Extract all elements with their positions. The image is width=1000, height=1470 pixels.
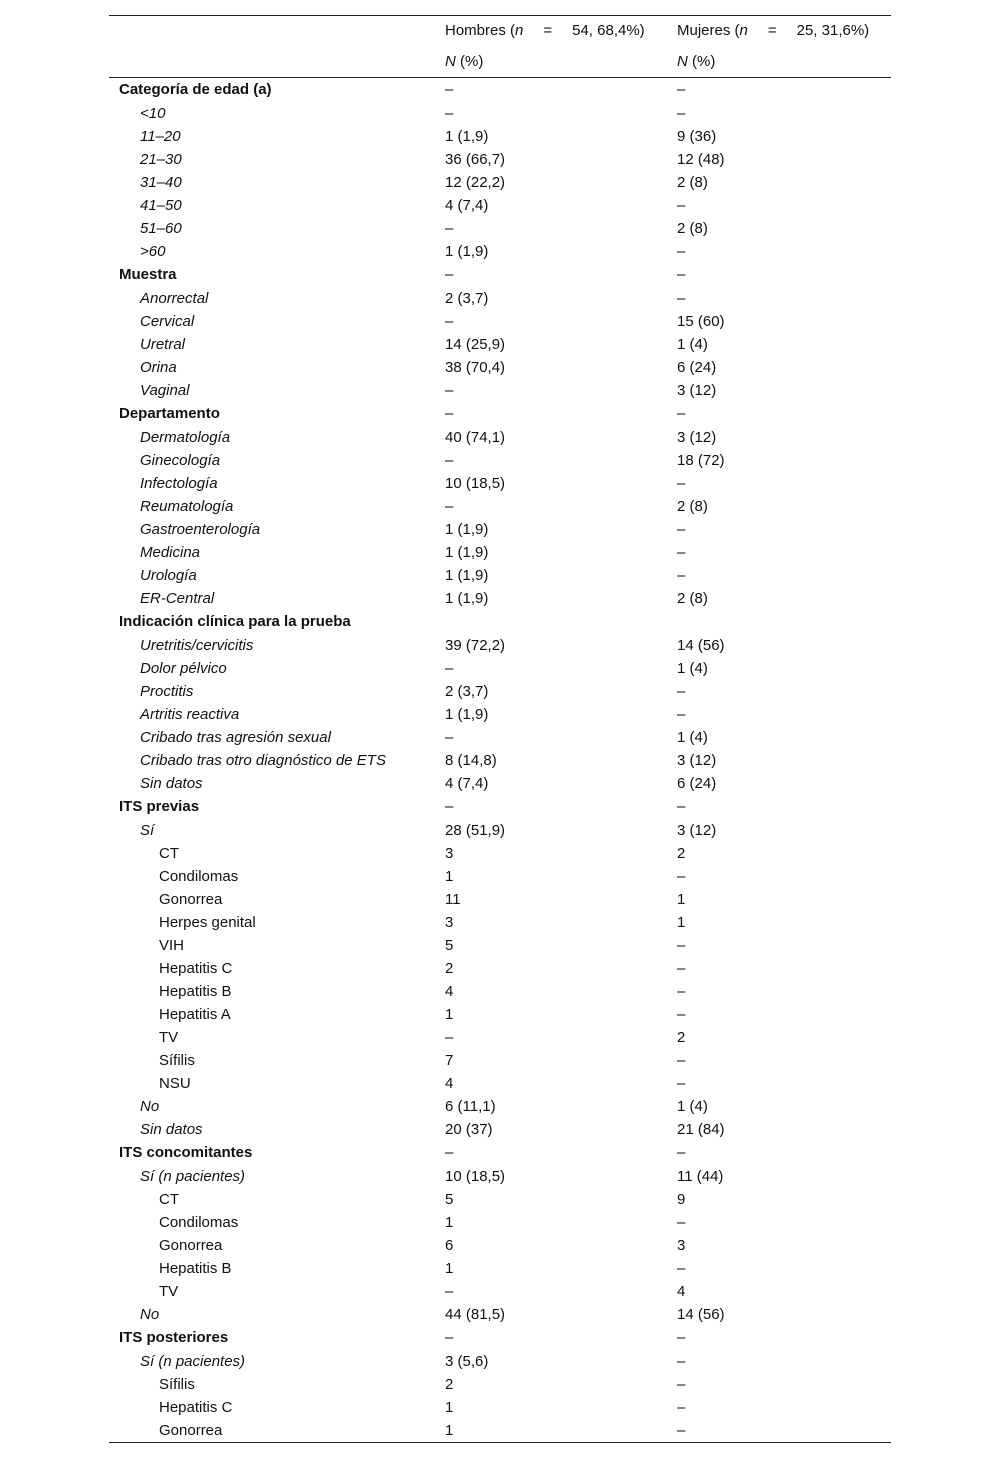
row-label: Orina: [140, 359, 177, 376]
table-row: [109, 171, 891, 194]
row-label: Uretral: [140, 336, 186, 353]
row-label: ITS concomitantes: [119, 1144, 253, 1161]
women-value: 1: [677, 891, 686, 908]
men-value: –: [445, 1029, 454, 1046]
table-row: [109, 333, 891, 356]
row-label: Hepatitis A: [159, 1006, 231, 1023]
row-label: 41–50: [140, 197, 182, 214]
men-value: –: [445, 382, 454, 399]
men-value: 6 (11,1): [445, 1098, 496, 1115]
men-value: –: [445, 81, 454, 98]
women-value: –: [677, 475, 686, 492]
row-label: 31–40: [140, 174, 182, 191]
women-value: 1 (4): [677, 1098, 708, 1115]
men-value: 1: [445, 1260, 454, 1277]
table-row: [109, 1419, 891, 1442]
row-label: Sífilis: [159, 1052, 195, 1069]
row-label: Gonorrea: [159, 1422, 223, 1439]
women-value: –: [677, 1376, 686, 1393]
table-row: [109, 541, 891, 564]
men-value: 14 (25,9): [445, 336, 506, 353]
women-value: –: [677, 1075, 686, 1092]
women-value: –: [677, 1214, 686, 1231]
row-label: 51–60: [140, 220, 182, 237]
women-value: 3 (12): [677, 382, 717, 399]
women-value: 2: [677, 1029, 686, 1046]
section-row: [109, 1141, 891, 1165]
row-label: NSU: [159, 1075, 191, 1092]
section-row: [109, 402, 891, 426]
table-row: [109, 518, 891, 541]
women-value: 2 (8): [677, 590, 708, 607]
data-table: [109, 15, 891, 1443]
header-men: Hombres (n = 54, 68,4%): [445, 22, 645, 39]
header-row-units: [109, 47, 891, 78]
table-row: [109, 1234, 891, 1257]
table-row: [109, 240, 891, 263]
women-value: –: [677, 544, 686, 561]
row-label: VIH: [159, 937, 185, 954]
table-row: [109, 472, 891, 495]
men-value: 5: [445, 937, 454, 954]
row-label: Urología: [140, 567, 197, 584]
row-label: Hepatitis C: [159, 1399, 233, 1416]
row-label: Gonorrea: [159, 1237, 223, 1254]
row-label: Sin datos: [140, 775, 203, 792]
men-value: –: [445, 660, 454, 677]
men-value: 39 (72,2): [445, 637, 506, 654]
women-value: 9: [677, 1191, 686, 1208]
table-row: [109, 980, 891, 1003]
table-row: [109, 726, 891, 749]
table-row: [109, 1049, 891, 1072]
women-value: 11 (44): [677, 1168, 724, 1185]
men-value: 1 (1,9): [445, 128, 489, 145]
women-value: 12 (48): [677, 151, 725, 168]
men-value: 6: [445, 1237, 454, 1254]
women-value: –: [677, 1260, 686, 1277]
row-label: Sin datos: [140, 1121, 203, 1138]
row-label: Artritis reactiva: [140, 706, 240, 723]
row-label: Ginecología: [140, 452, 221, 469]
row-label: Medicina: [140, 544, 201, 561]
table-row: [109, 1095, 891, 1118]
row-label: TV: [159, 1029, 179, 1046]
table-row: [109, 1280, 891, 1303]
table-body: [109, 78, 891, 1442]
women-value: –: [677, 197, 686, 214]
women-value: 2 (8): [677, 220, 708, 237]
men-value: –: [445, 1283, 454, 1300]
row-label: Dolor pélvico: [140, 660, 227, 677]
men-value: 1: [445, 1399, 454, 1416]
men-value: –: [445, 220, 454, 237]
men-value: –: [445, 729, 454, 746]
women-value: –: [677, 798, 686, 815]
table-row: [109, 1350, 891, 1373]
men-value: –: [445, 105, 454, 122]
row-label: Herpes genital: [159, 914, 256, 931]
table-row: [109, 819, 891, 842]
row-label: No: [140, 1306, 160, 1323]
table-row: [109, 426, 891, 449]
table-row: [109, 1257, 891, 1280]
men-value: 10 (18,5): [445, 1168, 506, 1185]
women-value: 2: [677, 845, 686, 862]
men-value: 1: [445, 868, 454, 885]
row-label: Uretritis/cervicitis: [140, 637, 254, 654]
row-label: No: [140, 1098, 160, 1115]
row-label: ITS previas: [119, 798, 200, 815]
women-value: –: [677, 1052, 686, 1069]
men-value: 1 (1,9): [445, 521, 489, 538]
header-men-unit: N (%): [445, 52, 484, 70]
men-value: –: [445, 798, 454, 815]
table-row: [109, 1118, 891, 1141]
men-value: 1 (1,9): [445, 544, 489, 561]
women-value: 3: [677, 1237, 686, 1254]
women-value: 14 (56): [677, 1306, 725, 1323]
row-label: Categoría de edad (a): [119, 81, 272, 98]
women-value: 3 (12): [677, 752, 717, 769]
men-value: 3 (5,6): [445, 1353, 489, 1370]
women-value: 2 (8): [677, 498, 708, 515]
row-label: Hepatitis B: [159, 1260, 232, 1277]
women-value: –: [677, 105, 686, 122]
section-row: [109, 263, 891, 287]
row-label: Sífilis: [159, 1376, 195, 1393]
table-bottom-rule: [109, 1442, 891, 1443]
row-label: <10: [140, 105, 166, 122]
men-value: 1 (1,9): [445, 567, 489, 584]
table-row: [109, 865, 891, 888]
women-value: 3 (12): [677, 429, 717, 446]
row-label: Condilomas: [159, 868, 239, 885]
men-value: –: [445, 498, 454, 515]
women-value: –: [677, 960, 686, 977]
men-value: 2 (3,7): [445, 290, 489, 307]
men-value: 1: [445, 1214, 454, 1231]
row-label: Proctitis: [140, 683, 194, 700]
table-row: [109, 356, 891, 379]
row-label: Sí: [140, 822, 155, 839]
row-label: Cribado tras agresión sexual: [140, 729, 331, 746]
women-value: –: [677, 983, 686, 1000]
women-value: 2 (8): [677, 174, 708, 191]
section-row: [109, 795, 891, 819]
women-value: –: [677, 290, 686, 307]
women-value: –: [677, 81, 686, 98]
header-row-groups: [109, 16, 891, 47]
men-value: –: [445, 266, 454, 283]
table-row: [109, 888, 891, 911]
row-label: Gastroenterología: [140, 521, 261, 538]
women-value: 6 (24): [677, 359, 717, 376]
women-value: 1 (4): [677, 729, 708, 746]
row-label: CT: [159, 1191, 179, 1208]
row-label: Hepatitis C: [159, 960, 233, 977]
table-row: [109, 1003, 891, 1026]
table-row: [109, 634, 891, 657]
table-row: [109, 449, 891, 472]
women-value: –: [677, 1399, 686, 1416]
men-value: 20 (37): [445, 1121, 493, 1138]
table-row: [109, 934, 891, 957]
table-row: [109, 1303, 891, 1326]
women-value: –: [677, 243, 686, 260]
table-row: [109, 1072, 891, 1095]
women-value: 21 (84): [677, 1121, 725, 1138]
women-value: 6 (24): [677, 775, 717, 792]
table-row: [109, 102, 891, 125]
table-row: [109, 287, 891, 310]
table-row: [109, 703, 891, 726]
row-label: Reumatología: [140, 498, 234, 515]
table-row: [109, 564, 891, 587]
table-row: [109, 957, 891, 980]
table-row: [109, 125, 891, 148]
men-value: 38 (70,4): [445, 359, 506, 376]
table-row: [109, 1188, 891, 1211]
women-value: 1: [677, 914, 686, 931]
table-row: [109, 1026, 891, 1049]
men-value: 3: [445, 914, 454, 931]
table-row: [109, 1373, 891, 1396]
row-label: Cribado tras otro diagnóstico de ETS: [140, 752, 386, 769]
women-value: –: [677, 683, 686, 700]
women-value: –: [677, 1353, 686, 1370]
men-value: 1: [445, 1422, 454, 1439]
women-value: 9 (36): [677, 128, 717, 145]
row-label: 21–30: [140, 151, 182, 168]
women-value: –: [677, 266, 686, 283]
row-label: Indicación clínica para la prueba: [119, 613, 351, 630]
men-value: 4: [445, 1075, 454, 1092]
row-label: Cervical: [140, 313, 195, 330]
men-value: 7: [445, 1052, 454, 1069]
women-value: –: [677, 1006, 686, 1023]
men-value: 2 (3,7): [445, 683, 489, 700]
women-value: –: [677, 1144, 686, 1161]
men-value: 10 (18,5): [445, 475, 506, 492]
women-value: –: [677, 1329, 686, 1346]
men-value: 3: [445, 845, 454, 862]
row-label: ER-Central: [140, 590, 215, 607]
men-value: 40 (74,1): [445, 429, 506, 446]
men-value: 36 (66,7): [445, 151, 506, 168]
men-value: 12 (22,2): [445, 174, 506, 191]
men-value: 44 (81,5): [445, 1306, 506, 1323]
table-row: [109, 1165, 891, 1188]
table-row: [109, 1211, 891, 1234]
men-value: 1 (1,9): [445, 243, 489, 260]
row-label: Dermatología: [140, 429, 231, 446]
row-label: CT: [159, 845, 179, 862]
row-label: Vaginal: [140, 382, 190, 399]
row-label: >60: [140, 243, 166, 260]
section-row: [109, 1326, 891, 1350]
row-label: 11–20: [140, 128, 181, 145]
women-value: –: [677, 706, 686, 723]
table-row: [109, 217, 891, 240]
table-row: [109, 772, 891, 795]
table-row: [109, 749, 891, 772]
women-value: –: [677, 405, 686, 422]
women-value: –: [677, 521, 686, 538]
row-label: Gonorrea: [159, 891, 223, 908]
row-label: Sí (n pacientes): [140, 1168, 246, 1185]
men-value: 28 (51,9): [445, 822, 506, 839]
header-women-unit: N (%): [677, 52, 716, 70]
men-value: 4: [445, 983, 454, 1000]
men-value: 5: [445, 1191, 454, 1208]
women-value: 15 (60): [677, 313, 725, 330]
men-value: –: [445, 1329, 454, 1346]
row-label: Condilomas: [159, 1214, 239, 1231]
women-value: –: [677, 567, 686, 584]
men-value: 2: [445, 1376, 454, 1393]
table-row: [109, 680, 891, 703]
men-value: 11: [445, 891, 461, 908]
row-label: Departamento: [119, 405, 220, 422]
men-value: 8 (14,8): [445, 752, 497, 769]
row-label: Sí (n pacientes): [140, 1353, 246, 1370]
men-value: 2: [445, 960, 454, 977]
men-value: –: [445, 452, 454, 469]
table-row: [109, 148, 891, 171]
table-row: [109, 587, 891, 610]
row-label: Anorrectal: [140, 290, 209, 307]
table-row: [109, 911, 891, 934]
women-value: 3 (12): [677, 822, 717, 839]
women-value: –: [677, 937, 686, 954]
section-row: [109, 78, 891, 102]
women-value: 1 (4): [677, 336, 708, 353]
table-row: [109, 379, 891, 402]
men-value: 4 (7,4): [445, 775, 489, 792]
table-row: [109, 1396, 891, 1419]
women-value: 18 (72): [677, 452, 725, 469]
table-row: [109, 495, 891, 518]
men-value: –: [445, 405, 454, 422]
women-value: 14 (56): [677, 637, 725, 654]
header-women: Mujeres (n = 25, 31,6%): [677, 22, 870, 39]
men-value: –: [445, 313, 454, 330]
row-label: TV: [159, 1283, 179, 1300]
table-row: [109, 194, 891, 217]
table-row: [109, 842, 891, 865]
women-value: –: [677, 1422, 686, 1439]
row-label: Hepatitis B: [159, 983, 232, 1000]
men-value: 1 (1,9): [445, 590, 489, 607]
table-row: [109, 657, 891, 680]
women-value: 4: [677, 1283, 686, 1300]
men-value: 1 (1,9): [445, 706, 489, 723]
row-label: Infectología: [140, 475, 218, 492]
row-label: ITS posteriores: [119, 1329, 229, 1346]
women-value: 1 (4): [677, 660, 708, 677]
row-label: Muestra: [119, 266, 177, 283]
table-row: [109, 310, 891, 333]
women-value: –: [677, 868, 686, 885]
men-value: –: [445, 1144, 454, 1161]
section-row: [109, 610, 891, 634]
men-value: 4 (7,4): [445, 197, 489, 214]
men-value: 1: [445, 1006, 454, 1023]
